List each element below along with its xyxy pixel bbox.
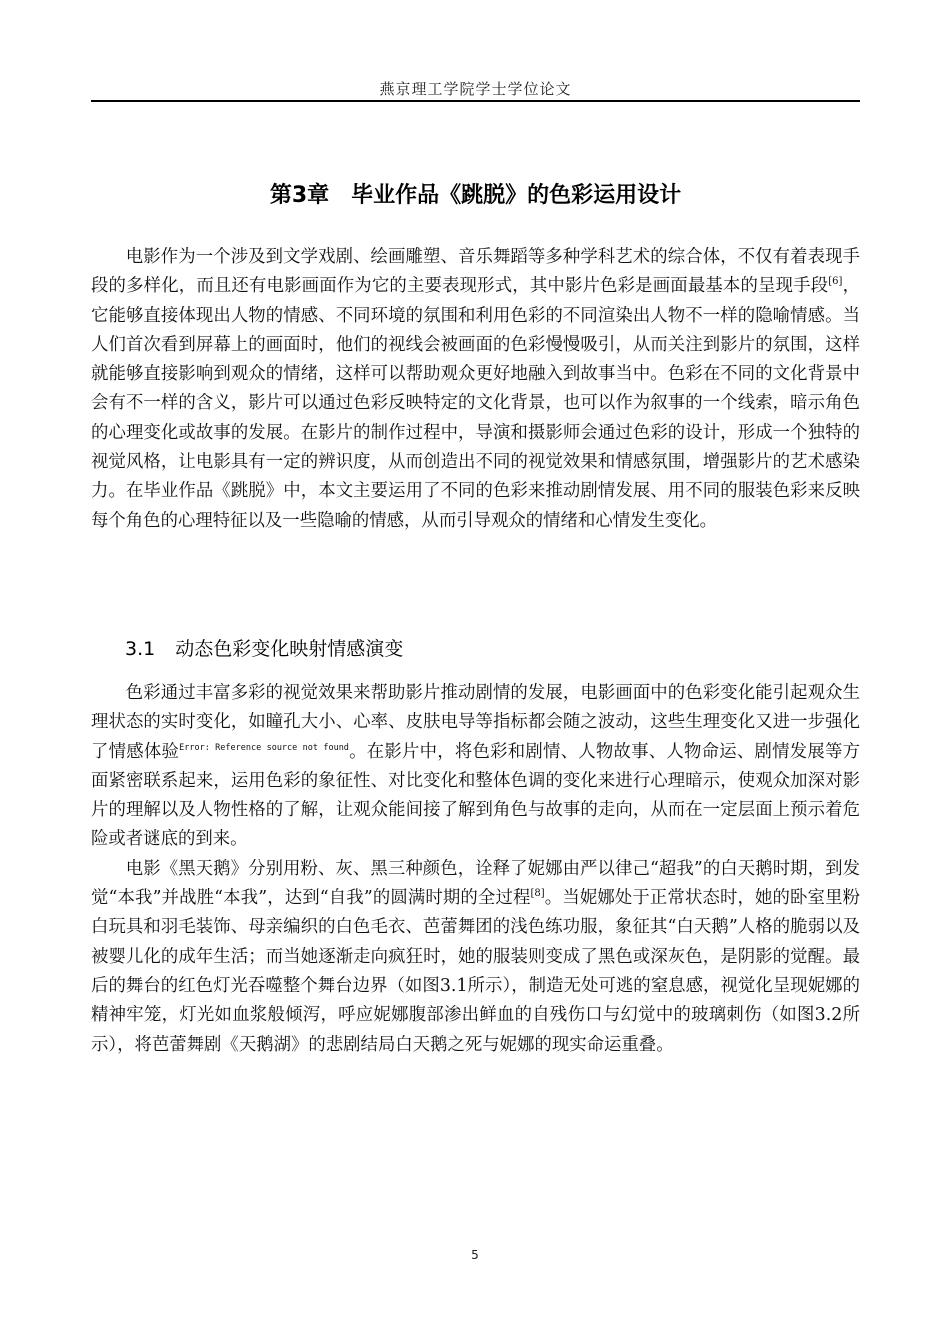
chapter-intro: [91, 243, 860, 536]
citation-ref: [8]: [530, 888, 545, 900]
section-number: 3.1: [125, 638, 156, 660]
section-paragraph: [91, 679, 860, 855]
paragraph-text: 。当妮娜处于正常状态时，她的卧室里粉白玩具和羽毛装饰、母亲编织的白色毛衣、芭蕾舞团的浅色练功服，象征其“白天鹅”人格的脆弱以及被婴儿化的成年生活；而当她逐渐走向疯狂时，她的服装则变成了黑色或深灰色，是阴影的觉醒。最后的舞台的红色灯光吞噬整个舞台边界（如图3.1所示），制造无处可逃的窒息感，视觉化呈现妮娜的精神牢笼，灯光如血浆般倾泻，呼应妮娜腹部渗出鲜血的自残伤口与幻觉中的玻璃刺伤（如图3.2所示），将芭蕾舞剧《天鹅湖》的悲剧结局白天鹅之死与妮娜的现实命运重叠。: [91, 888, 860, 1055]
intro-paragraph: [91, 243, 860, 536]
page-number: 5: [471, 1248, 479, 1262]
paragraph-text: ，它能够直接体现出人物的情感、不同环境的氛围和利用色彩的不同渲染出人物不一样的隐喻情感。当人们首次看到屏幕上的画面时，他们的视线会被画面的色彩慢慢吸引，从而关注到影片的氛围，这样就能够直接影响到观众的情绪，这样可以帮助观众更好地融入到故事当中。色彩在不同的文化背景中会有不一样的含义，影片可以通过色彩反映特定的文化背景，也可以作为叙事的一个线索，暗示角色的心理变化或故事的发展。在影片的制作过程中，导演和摄影师会通过色彩的设计，形成一个独特的视觉风格，让电影具有一定的辨识度，从而创造出不同的视觉效果和情感氛围，增强影片的艺术感染力。在毕业作品《跳脱》中，本文主要运用了不同的色彩来推动剧情发展、用不同的服装色彩来反映每个角色的心理特征以及一些隐喻的情感，从而引导观众的情绪和心情发生变化。: [91, 276, 860, 531]
page-header: 燕京理工学院学士学位论文: [379, 80, 572, 98]
citation-ref: [6]: [828, 276, 843, 288]
paragraph-text: 电影《黑天鹅》分别用粉、灰、黑三种颜色，诠释了妮娜由严以律己“超我”的白天鹅时期，到发觉“本我”并战胜“本我”，达到“自我”的圆满时期的全过程: [91, 858, 860, 909]
chapter-name: 毕业作品《跳脱》的色彩运用设计: [351, 183, 682, 208]
chapter-number: 第3章: [269, 183, 330, 208]
chapter-title: [91, 178, 860, 209]
reference-error: Error: Reference source not found: [179, 742, 349, 753]
section-paragraph: [91, 855, 860, 1060]
section-body: [91, 679, 860, 1060]
paragraph-text: 色彩通过丰富多彩的视觉效果来帮助影片推动剧情的发展，电影画面中的色彩变化能引起观众生理状态的实时变化，如瞳孔大小、心率、皮肤电导等指标都会随之波动，这些生理变化又进一步强化了情感体验: [91, 683, 860, 762]
section-heading: [125, 634, 403, 661]
paragraph-text: 。在影片中，将色彩和剧情、人物故事、人物命运、剧情发展等方面紧密联系起来，运用色彩的象征性、对比变化和整体色调的变化来进行心理暗示，使观众加深对影片的理解以及人物性格的了解，让观众能间接了解到角色与故事的走向，从而在一定层面上预示着危险或者谜底的到来。: [91, 741, 860, 850]
paragraph-text: 电影作为一个涉及到文学戏剧、绘画雕塑、音乐舞蹈等多种学科艺术的综合体，不仅有着表现手段的多样化，而且还有电影画面作为它的主要表现形式，其中影片色彩是画面最基本的呈现手段: [91, 247, 860, 297]
header-divider: [91, 100, 860, 102]
section-title: 动态色彩变化映射情感演变: [175, 638, 404, 660]
